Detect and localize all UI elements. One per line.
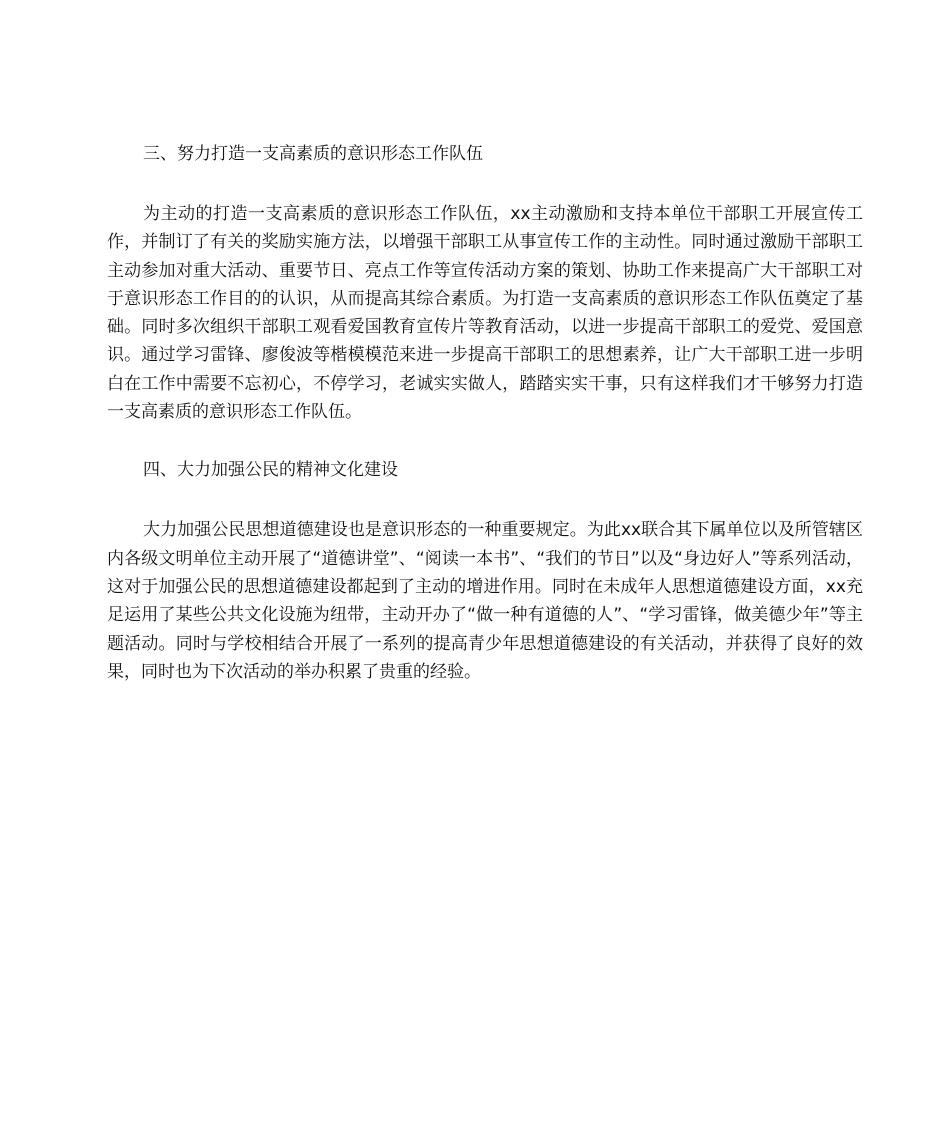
section-4-paragraph: 大力加强公民思想道德建设也是意识形态的一种重要规定。为此xx联合其下属单位以及所管辖区内各级文明单位主动开展了“道德讲堂”、“阅读一本书”、“我们的节日”以及“身边好人”等系列活动，这对于加强公民的思想道德建设都起到了主动的增进作用。同时在未成年人思想道德建设方面，xx充足运用了某些公共文化设施为纽带，主动开办了“做一种有道德的人”、“学习雷锋，做美德少年”等主题活动。同时与学校相结合开展了一系列的提高青少年思想道德建设的有关活动，并获得了良好的效果，同时也为下次活动的举办积累了贵重的经验。 xyxy=(107,520,863,682)
document-body xyxy=(107,140,863,686)
section-4-heading: 四、大力加强公民的精神文化建设 xyxy=(143,460,398,481)
spacer xyxy=(107,426,863,456)
section-3-heading: 三、努力打造一支高素质的意识形态工作队伍 xyxy=(143,144,483,164)
spacer xyxy=(107,168,863,200)
section-3-paragraph: 为主动的打造一支高素质的意识形态工作队伍，xx主动激励和支持本单位干部职工开展宣传工作，并制订了有关的奖励实施方法，以增强干部职工从事宣传工作的主动性。同时通过激励干部职工主动参加对重大活动、重要节日、亮点工作等宣传活动方案的策划、协助工作来提高广大干部职工对于意识形态工作目的的认识，从而提高其综合素质。为打造一支高素质的意识形态工作队伍奠定了基础。同时多次组织干部职工观看爱国教育宣传片等教育活动，以进一步提高干部职工的爱党、爱国意识。通过学习雷锋、廖俊波等楷模模范来进一步提高干部职工的思想素养，让广大干部职工进一步明白在工作中需要不忘初心，不停学习，老诚实实做人，踏踏实实干事，只有这样我们才干够努力打造一支高素质的意识形态工作队伍。 xyxy=(107,204,863,423)
spacer xyxy=(107,484,863,516)
